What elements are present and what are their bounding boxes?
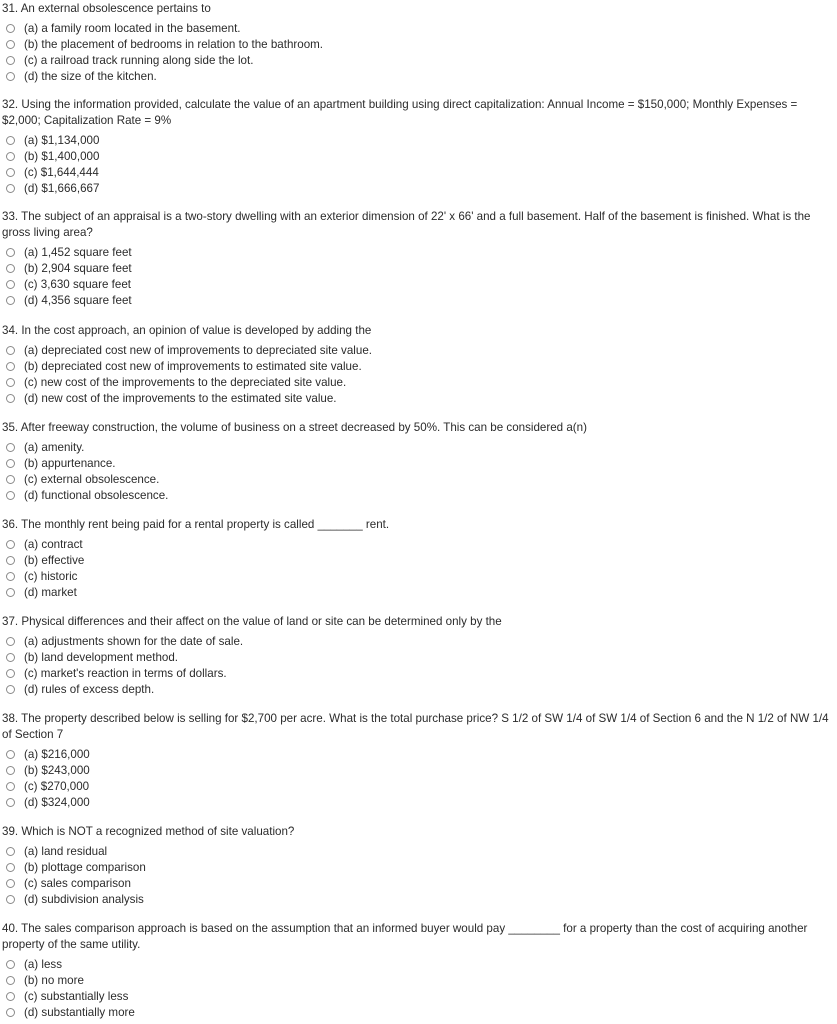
option-label: (a) land residual <box>24 844 108 858</box>
answer-option[interactable] <box>2 164 832 180</box>
answer-option[interactable] <box>2 276 832 292</box>
option-label: (d) the size of the kitchen. <box>24 69 157 83</box>
radio-button[interactable] <box>6 863 15 872</box>
option-label: (d) market <box>24 585 77 599</box>
question-text: 36. The monthly rent being paid for a rental property is called _______ rent. <box>2 518 390 531</box>
radio-button[interactable] <box>6 296 15 305</box>
radio-button[interactable] <box>6 766 15 775</box>
radio-button[interactable] <box>6 475 15 484</box>
answer-option[interactable] <box>2 180 832 196</box>
radio-button[interactable] <box>6 798 15 807</box>
answer-option[interactable] <box>2 972 832 988</box>
option-label: (c) market's reaction in terms of dollars. <box>24 666 227 680</box>
question-35 <box>2 420 832 503</box>
radio-button[interactable] <box>6 491 15 500</box>
answer-option[interactable] <box>2 552 832 568</box>
option-label: (d) $324,000 <box>24 795 90 809</box>
radio-button[interactable] <box>6 184 15 193</box>
question-32 <box>2 97 832 196</box>
radio-button[interactable] <box>6 960 15 969</box>
option-label: (a) $216,000 <box>24 747 90 761</box>
option-label: (a) amenity. <box>24 440 85 454</box>
question-37 <box>2 614 832 697</box>
answer-option[interactable] <box>2 148 832 164</box>
answer-option[interactable] <box>2 68 832 84</box>
option-label: (b) depreciated cost new of improvements to estimated site value. <box>24 359 362 373</box>
answer-option[interactable] <box>2 471 832 487</box>
answer-option[interactable] <box>2 746 832 762</box>
answer-option[interactable] <box>2 778 832 794</box>
question-36 <box>2 517 832 600</box>
question-text: 39. Which is NOT a recognized method of site valuation? <box>2 825 295 838</box>
radio-button[interactable] <box>6 572 15 581</box>
radio-button[interactable] <box>6 879 15 888</box>
radio-button[interactable] <box>6 847 15 856</box>
answer-option[interactable] <box>2 681 832 697</box>
option-label: (b) land development method. <box>24 650 179 664</box>
option-label: (d) functional obsolescence. <box>24 488 169 502</box>
option-label: (a) $1,134,000 <box>24 133 100 147</box>
answer-option[interactable] <box>2 439 832 455</box>
radio-button[interactable] <box>6 346 15 355</box>
answer-option[interactable] <box>2 487 832 503</box>
option-label: (c) external obsolescence. <box>24 472 160 486</box>
question-39 <box>2 824 832 907</box>
option-label: (c) $270,000 <box>24 779 90 793</box>
radio-button[interactable] <box>6 394 15 403</box>
option-label: (c) 3,630 square feet <box>24 277 131 291</box>
radio-button[interactable] <box>6 750 15 759</box>
answer-option[interactable] <box>2 390 832 406</box>
option-label: (d) substantially more <box>24 1005 135 1019</box>
radio-button[interactable] <box>6 264 15 273</box>
option-label: (d) 4,356 square feet <box>24 293 132 307</box>
answer-option[interactable] <box>2 568 832 584</box>
question-text: 33. The subject of an appraisal is a two-story dwelling with an exterior dimension of 22' x 66' and a full basement. Half of the basement is finished. What is the gross living area? <box>2 210 811 239</box>
answer-option[interactable] <box>2 956 832 972</box>
option-label: (a) a family room located in the basement. <box>24 21 241 35</box>
radio-button[interactable] <box>6 168 15 177</box>
question-34 <box>2 323 832 406</box>
radio-button[interactable] <box>6 637 15 646</box>
radio-button[interactable] <box>6 248 15 257</box>
option-label: (c) new cost of the improvements to the depreciated site value. <box>24 375 347 389</box>
radio-button[interactable] <box>6 556 15 565</box>
radio-button[interactable] <box>6 72 15 81</box>
option-label: (b) $1,400,000 <box>24 149 100 163</box>
radio-button[interactable] <box>6 136 15 145</box>
radio-button[interactable] <box>6 56 15 65</box>
question-text: 38. The property described below is selling for $2,700 per acre. What is the total purchase price? S 1/2 of SW 1/4 of SW 1/4 of Section 6 and the N 1/2 of NW 1/4 of Section 7 <box>2 712 829 741</box>
question-text: 34. In the cost approach, an opinion of value is developed by adding the <box>2 324 372 337</box>
question-text: 35. After freeway construction, the volume of business on a street decreased by 50%. This can be considered a(n) <box>2 421 587 434</box>
radio-button[interactable] <box>6 362 15 371</box>
answer-option[interactable] <box>2 244 832 260</box>
answer-option[interactable] <box>2 665 832 681</box>
radio-button[interactable] <box>6 40 15 49</box>
option-label: (d) subdivision analysis <box>24 892 144 906</box>
option-label: (a) 1,452 square feet <box>24 245 132 259</box>
option-label: (b) the placement of bedrooms in relation to the bathroom. <box>24 37 324 51</box>
answer-option[interactable] <box>2 649 832 665</box>
option-label: (d) rules of excess depth. <box>24 682 155 696</box>
radio-button[interactable] <box>6 992 15 1001</box>
radio-button[interactable] <box>6 588 15 597</box>
answer-option[interactable] <box>2 584 832 600</box>
answer-option[interactable] <box>2 292 832 308</box>
option-label: (b) effective <box>24 553 85 567</box>
answer-option[interactable] <box>2 762 832 778</box>
option-label: (c) $1,644,444 <box>24 165 99 179</box>
radio-button[interactable] <box>6 782 15 791</box>
answer-option[interactable] <box>2 342 832 358</box>
answer-option[interactable] <box>2 988 832 1004</box>
radio-button[interactable] <box>6 24 15 33</box>
radio-button[interactable] <box>6 976 15 985</box>
answer-option[interactable] <box>2 358 832 374</box>
question-text: 37. Physical differences and their affect on the value of land or site can be determined only by the <box>2 615 502 628</box>
radio-button[interactable] <box>6 443 15 452</box>
answer-option[interactable] <box>2 52 832 68</box>
question-text: 31. An external obsolescence pertains to <box>2 2 211 15</box>
question-40 <box>2 921 832 1020</box>
answer-option[interactable] <box>2 536 832 552</box>
answer-option[interactable] <box>2 20 832 36</box>
option-label: (c) historic <box>24 569 78 583</box>
option-label: (d) $1,666,667 <box>24 181 100 195</box>
option-label: (b) appurtenance. <box>24 456 116 470</box>
answer-option[interactable] <box>2 36 832 52</box>
option-label: (c) substantially less <box>24 989 129 1003</box>
radio-button[interactable] <box>6 378 15 387</box>
answer-option[interactable] <box>2 891 832 907</box>
question-text: 32. Using the information provided, calculate the value of an apartment building using direct capitalization: Annual Income = $150,000; Monthly Expenses = $2,000; Capitalization Rate = 9% <box>2 98 798 127</box>
option-label: (d) new cost of the improvements to the estimated site value. <box>24 391 337 405</box>
radio-button[interactable] <box>6 280 15 289</box>
option-label: (b) $243,000 <box>24 763 90 777</box>
answer-option[interactable] <box>2 1004 832 1020</box>
option-label: (b) plottage comparison <box>24 860 146 874</box>
answer-option[interactable] <box>2 455 832 471</box>
radio-button[interactable] <box>6 669 15 678</box>
option-label: (a) depreciated cost new of improvements to depreciated site value. <box>24 343 372 357</box>
answer-option[interactable] <box>2 875 832 891</box>
answer-option[interactable] <box>2 843 832 859</box>
option-label: (b) 2,904 square feet <box>24 261 132 275</box>
radio-button[interactable] <box>6 653 15 662</box>
answer-option[interactable] <box>2 859 832 875</box>
answer-option[interactable] <box>2 794 832 810</box>
radio-button[interactable] <box>6 459 15 468</box>
radio-button[interactable] <box>6 895 15 904</box>
option-label: (a) contract <box>24 537 83 551</box>
option-label: (a) less <box>24 957 63 971</box>
question-31 <box>2 1 832 84</box>
question-text: 40. The sales comparison approach is based on the assumption that an informed buyer would pay ________ for a property than the cost of acquiring another property of the same utility. <box>2 922 808 951</box>
answer-option[interactable] <box>2 374 832 390</box>
answer-option[interactable] <box>2 132 832 148</box>
answer-option[interactable] <box>2 633 832 649</box>
question-38 <box>2 711 832 810</box>
option-label: (c) sales comparison <box>24 876 131 890</box>
radio-button[interactable] <box>6 1008 15 1017</box>
question-33 <box>2 209 832 308</box>
radio-button[interactable] <box>6 152 15 161</box>
answer-option[interactable] <box>2 260 832 276</box>
radio-button[interactable] <box>6 685 15 694</box>
radio-button[interactable] <box>6 540 15 549</box>
option-label: (c) a railroad track running along side the lot. <box>24 53 254 67</box>
option-label: (a) adjustments shown for the date of sale. <box>24 634 244 648</box>
option-label: (b) no more <box>24 973 84 987</box>
